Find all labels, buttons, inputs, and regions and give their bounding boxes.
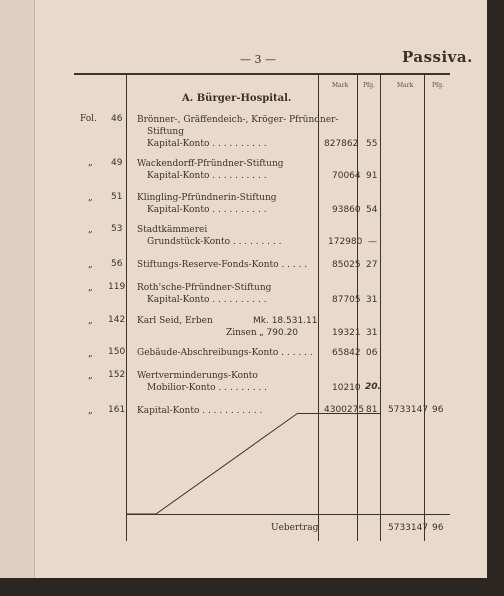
row-mark: 4300275 bbox=[324, 405, 365, 415]
row-description: Kapital-Konto . . . . . . . . . . bbox=[147, 139, 267, 149]
fol-number: 49 bbox=[111, 158, 123, 168]
fol-number: 150 bbox=[108, 347, 126, 357]
row-mark: 172980 bbox=[328, 237, 363, 247]
fol-prefix: „ bbox=[88, 260, 93, 270]
row-total-pfg: 96 bbox=[432, 405, 444, 415]
row-pfg: 31 bbox=[366, 295, 378, 305]
fol-number: 53 bbox=[111, 224, 123, 234]
fol-number: 56 bbox=[111, 259, 123, 269]
fol-prefix: „ bbox=[88, 349, 93, 359]
row-description: Mobilior-Konto . . . . . . . . . bbox=[147, 383, 268, 393]
row-description: Gebäude-Abschreibungs-Konto . . . . . . bbox=[137, 348, 313, 358]
row-mark: 65842 bbox=[332, 348, 361, 358]
fol-number: 142 bbox=[108, 315, 126, 325]
fol-prefix: „ bbox=[88, 371, 93, 381]
row-description: Stiftung bbox=[147, 127, 184, 137]
row-pfg: 91 bbox=[366, 171, 378, 181]
row-mark: 827862 bbox=[324, 139, 359, 149]
fol-number: 119 bbox=[108, 282, 126, 292]
row-description: Kapital-Konto . . . . . . . . . . bbox=[147, 205, 267, 215]
carry-forward-pfg: 96 bbox=[432, 523, 444, 533]
row-mark: 70064 bbox=[332, 171, 361, 181]
column-header-pfg2: Pfg. bbox=[432, 82, 445, 89]
carry-forward-label: Uebertrag bbox=[271, 523, 319, 533]
row-mark: 87705 bbox=[332, 295, 361, 305]
row-description: Grundstück-Konto . . . . . . . . . bbox=[147, 237, 282, 247]
row-description: Zinsen bbox=[226, 328, 257, 338]
row-description: Karl Seid, Erben bbox=[137, 316, 213, 326]
row-description: Roth'sche-Pfründner-Stiftung bbox=[137, 283, 272, 293]
row-pfg: 06 bbox=[366, 348, 378, 358]
section-title: A. Bürger-Hospital. bbox=[182, 93, 292, 104]
row-description: Klingling-Pfründnerin-Stiftung bbox=[137, 193, 277, 203]
fol-prefix: „ bbox=[88, 225, 93, 235]
row-description: Brönner-, Gräffendeich-, Kröger- Pfründner- bbox=[137, 115, 339, 125]
fol-prefix: „ bbox=[88, 193, 93, 203]
page-title: Passiva. bbox=[402, 48, 473, 66]
row-description: Kapital-Konto . . . . . . . . . . bbox=[147, 295, 267, 305]
row-pfg: 81 bbox=[366, 405, 378, 415]
column-header-mark: Mark bbox=[332, 82, 349, 89]
column-header-pfg: Pfg. bbox=[363, 82, 376, 89]
page-number: — 3 — bbox=[240, 53, 276, 66]
row-description: Wackendorff-Pfründner-Stiftung bbox=[137, 159, 284, 169]
row-pfg: — bbox=[368, 237, 377, 247]
row-description: Stadtkämmerei bbox=[137, 225, 208, 235]
row-sub-amount: „ 790.20 bbox=[259, 328, 299, 338]
row-mark: 19321 bbox=[332, 328, 361, 338]
row-pfg: 27 bbox=[366, 260, 378, 270]
fol-prefix: „ bbox=[88, 406, 93, 416]
row-mark: 93860 bbox=[332, 205, 361, 215]
fol-number: 51 bbox=[111, 192, 123, 202]
row-mark: 10210 bbox=[332, 383, 361, 393]
fol-number: 152 bbox=[108, 370, 126, 380]
row-total-mark: 5733147 bbox=[388, 405, 429, 415]
fol-number: 161 bbox=[108, 405, 126, 415]
row-description: Kapital-Konto . . . . . . . . . . bbox=[147, 171, 267, 181]
column-header-mark2: Mark bbox=[397, 82, 414, 89]
fol-prefix: „ bbox=[88, 158, 93, 168]
row-description: Stiftungs-Reserve-Fonds-Konto . . . . . bbox=[137, 260, 308, 270]
fol-number: 46 bbox=[111, 114, 123, 124]
fol-prefix: „ bbox=[88, 316, 93, 326]
row-pfg: 31 bbox=[366, 328, 378, 338]
row-description: Kapital-Konto . . . . . . . . . . . bbox=[137, 406, 263, 416]
row-pfg: 54 bbox=[366, 205, 378, 215]
row-description: Wertverminderungs-Konto bbox=[137, 371, 258, 381]
row-sub-amount: Mk. 18.531.11 bbox=[253, 316, 318, 326]
row-pfg: 55 bbox=[366, 139, 378, 149]
fol-prefix: Fol. bbox=[80, 114, 97, 124]
fol-prefix: „ bbox=[88, 283, 93, 293]
row-mark: 85025 bbox=[332, 260, 361, 270]
row-pfg: 20. bbox=[365, 382, 381, 392]
carry-forward-mark: 5733147 bbox=[388, 523, 429, 533]
